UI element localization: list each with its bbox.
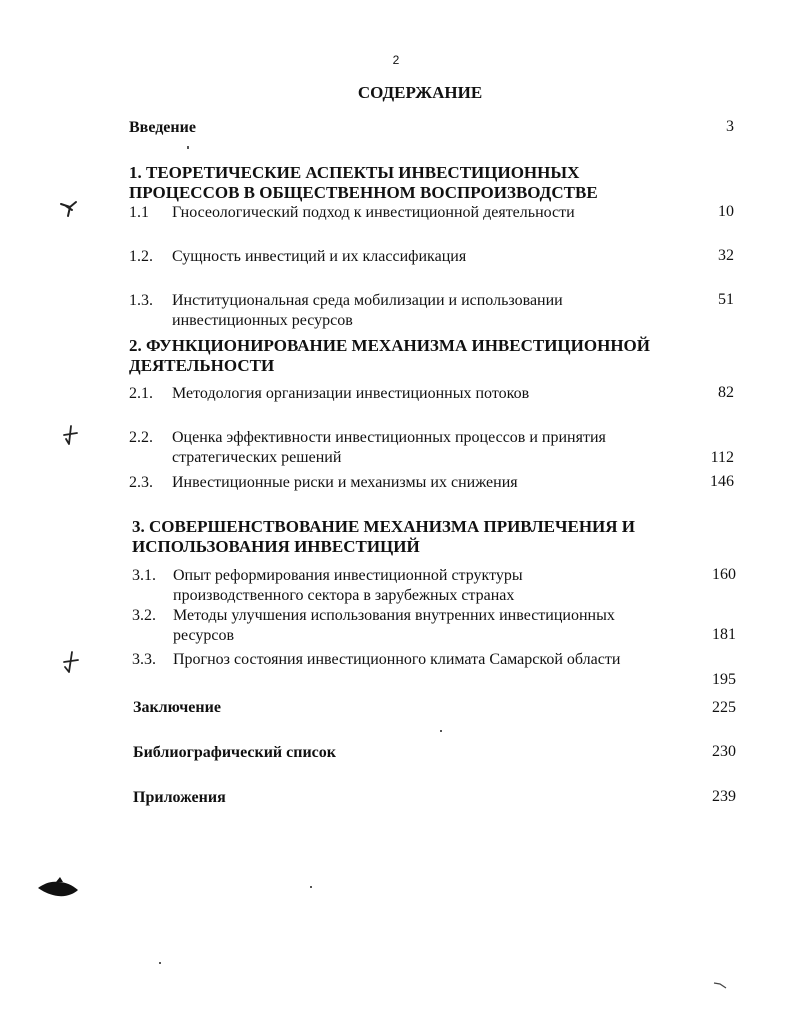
- page-number: 2: [392, 53, 400, 67]
- toc-bibliography-label: Библиографический список: [133, 744, 336, 761]
- toc-item-3-1-page: 160: [712, 566, 736, 583]
- toc-section-1-heading: [129, 163, 598, 203]
- toc-section-1-heading-line2: ПРОЦЕССОВ В ОБЩЕСТВЕННОМ ВОСПРОИЗВОДСТВЕ: [129, 183, 598, 202]
- toc-conclusion-page: 225: [712, 699, 736, 716]
- toc-item-3-2-page: 181: [712, 626, 736, 643]
- toc-item-2-1-number: 2.1.: [129, 385, 153, 402]
- pen-mark-2: [60, 422, 82, 448]
- speck: [159, 962, 161, 964]
- toc-item-3-2-number: 3.2.: [132, 607, 156, 624]
- toc-item-1-3-title-line1: Институциональная среда мобилизации и использовании: [172, 292, 563, 309]
- toc-item-2-2-title-line2: стратегических решений: [172, 449, 342, 466]
- toc-section-3-heading-line1: 3. СОВЕРШЕНСТВОВАНИЕ МЕХАНИЗМА ПРИВЛЕЧЕНИЯ И: [132, 517, 636, 536]
- toc-item-3-2-title-line1: Методы улучшения использования внутренних инвестиционных: [173, 607, 615, 624]
- toc-item-3-3-title: Прогноз состояния инвестиционного климата Самарской области: [173, 651, 621, 668]
- speck: [310, 886, 312, 888]
- toc-item-1-2-page: 32: [718, 247, 734, 264]
- toc-bibliography-page: 230: [712, 743, 736, 760]
- pen-mark-3: [60, 648, 82, 676]
- toc-item-1-1-title: Гносеологический подход к инвестиционной деятельности: [172, 204, 575, 221]
- toc-item-1-3-number: 1.3.: [129, 292, 153, 309]
- toc-item-1-2-number: 1.2.: [129, 248, 153, 265]
- toc-item-3-1-number: 3.1.: [132, 567, 156, 584]
- speck: [440, 730, 442, 732]
- toc-section-3-heading-line2: ИСПОЛЬЗОВАНИЯ ИНВЕСТИЦИЙ: [132, 537, 420, 556]
- toc-item-3-2-title-line2: ресурсов: [173, 627, 235, 644]
- speck: [187, 146, 189, 149]
- toc-appendices-label: Приложения: [133, 789, 226, 806]
- toc-item-2-3-number: 2.3.: [129, 474, 153, 491]
- toc-section-2-heading-line1: 2. ФУНКЦИОНИРОВАНИЕ МЕХАНИЗМА ИНВЕСТИЦИОННОЙ: [129, 336, 650, 355]
- toc-item-1-3-title: [172, 291, 563, 331]
- toc-section-1-heading-line1: 1. ТЕОРЕТИЧЕСКИЕ АСПЕКТЫ ИНВЕСТИЦИОННЫХ: [129, 163, 580, 182]
- toc-item-3-3-number: 3.3.: [132, 651, 156, 668]
- toc-item-3-1-title: [173, 566, 523, 606]
- toc-intro-label: Введение: [129, 119, 196, 136]
- toc-item-2-2-page: 112: [710, 449, 734, 466]
- toc-item-2-3-title: Инвестиционные риски и механизмы их снижения: [172, 474, 518, 491]
- pen-mark-1: [58, 198, 80, 220]
- toc-section-2-heading-line2: ДЕЯТЕЛЬНОСТИ: [129, 356, 275, 375]
- toc-item-1-2-title: Сущность инвестиций и их классификация: [172, 248, 467, 265]
- toc-item-2-2-number: 2.2.: [129, 429, 153, 446]
- toc-item-2-1-page: 82: [718, 384, 734, 401]
- toc-item-1-3-page: 51: [718, 291, 734, 308]
- toc-item-3-1-title-line1: Опыт реформирования инвестиционной структуры: [173, 567, 523, 584]
- toc-item-1-1-page: 10: [718, 203, 734, 220]
- toc-item-2-2-title-line1: Оценка эффективности инвестиционных процессов и принятия: [172, 429, 606, 446]
- toc-intro-page: 3: [726, 118, 734, 135]
- ink-blot: [36, 876, 82, 902]
- toc-conclusion-label: Заключение: [133, 699, 221, 716]
- toc-item-1-3-title-line2: инвестиционных ресурсов: [172, 312, 353, 329]
- toc-item-3-1-title-line2: производственного сектора в зарубежных странах: [173, 587, 515, 604]
- toc-section-2-heading: [129, 336, 650, 376]
- toc-item-3-2-title: [173, 606, 615, 646]
- page-title: СОДЕРЖАНИЕ: [357, 83, 483, 102]
- toc-item-2-2-title: [172, 428, 606, 468]
- toc-item-2-3-page: 146: [710, 473, 734, 490]
- corner-mark: [712, 980, 728, 990]
- toc-item-1-1-number: 1.1: [129, 204, 149, 221]
- toc-appendices-page: 239: [712, 788, 736, 805]
- toc-item-2-1-title: Методология организации инвестиционных потоков: [172, 385, 530, 402]
- toc-section-3-heading: [132, 517, 635, 557]
- toc-item-3-3-page: 195: [712, 671, 736, 688]
